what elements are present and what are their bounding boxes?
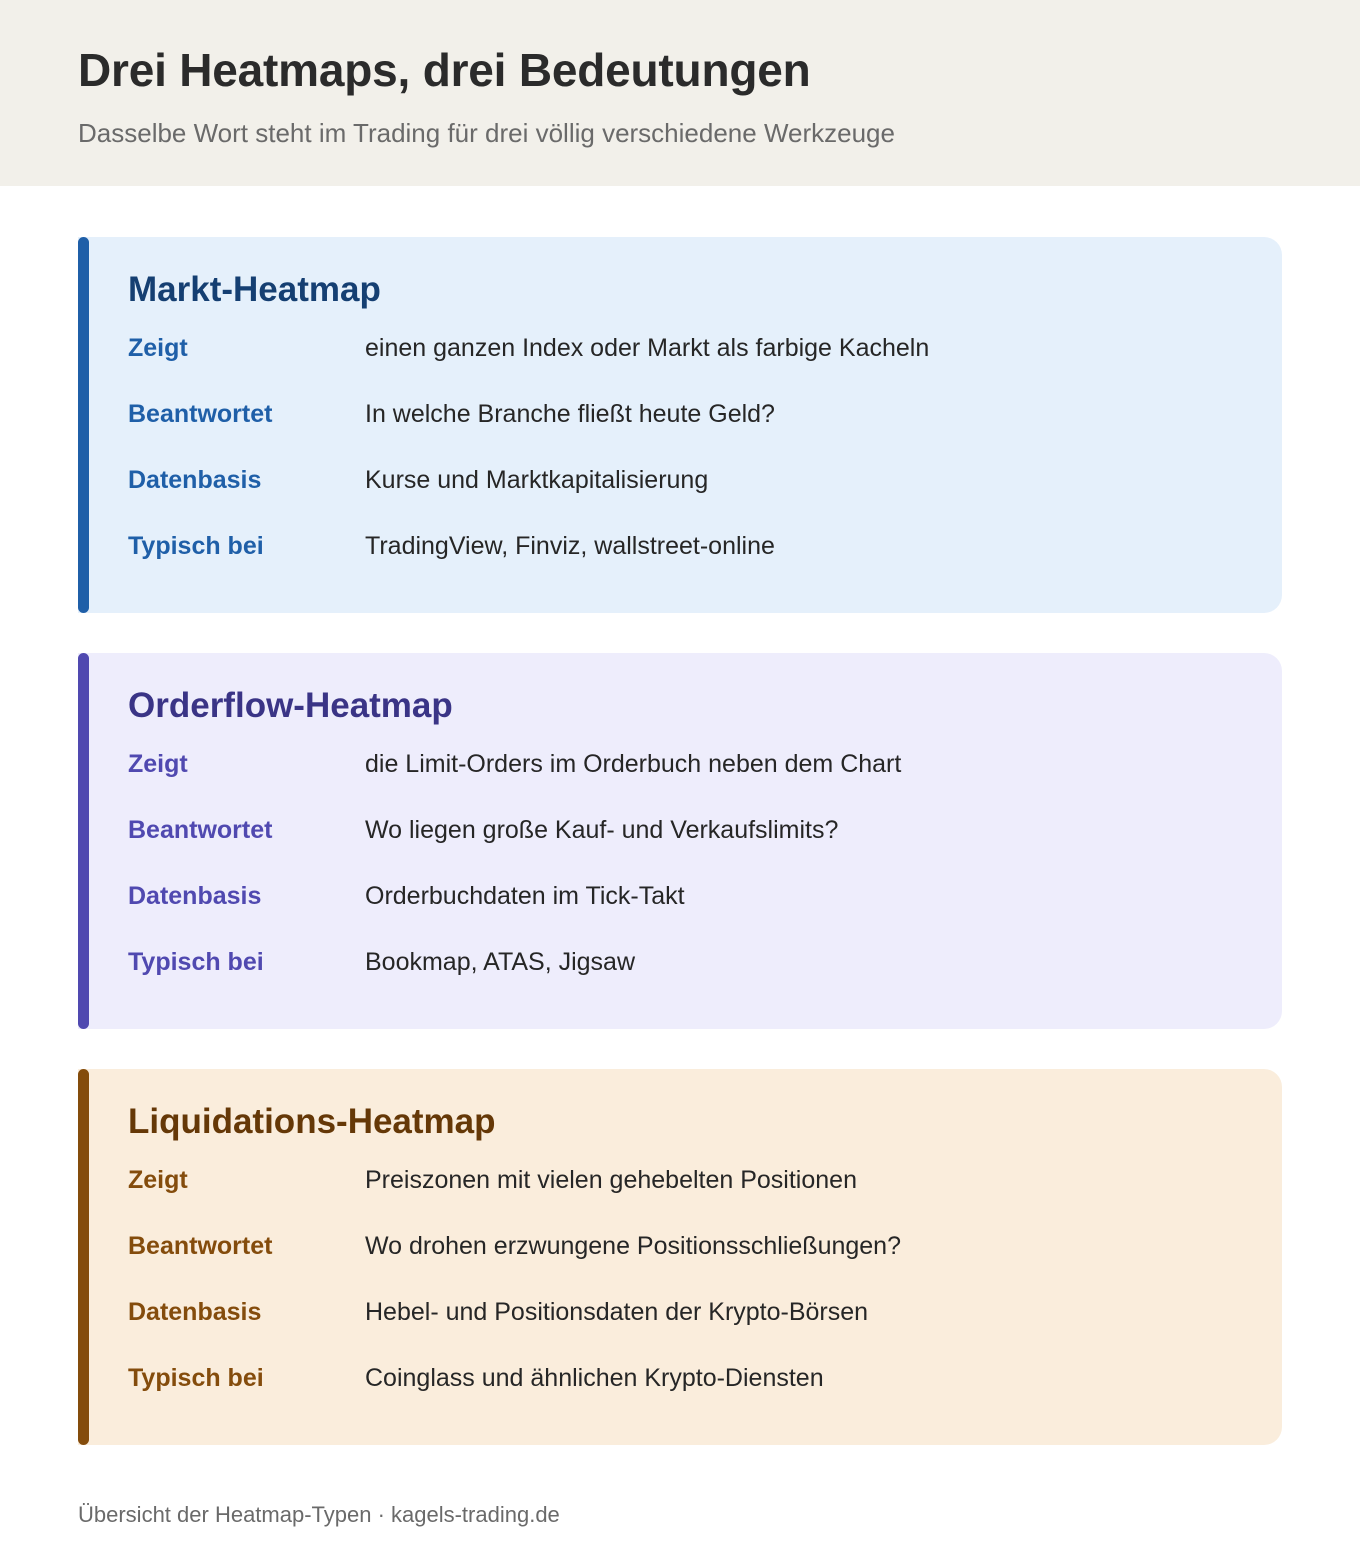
footer-note: Übersicht der Heatmap-Typen · kagels-trading.de	[78, 1502, 560, 1527]
row-value: Hebel- und Positionsdaten der Krypto-Börsen	[365, 1298, 869, 1326]
row-label: Datenbasis	[128, 882, 262, 910]
info-row	[128, 813, 1248, 847]
card-accent-bar	[78, 653, 89, 1029]
page-subtitle: Dasselbe Wort steht im Trading für drei völlig verschiedene Werkzeuge	[78, 118, 895, 148]
card-title: Orderflow-Heatmap	[128, 686, 453, 725]
info-row	[128, 1295, 1248, 1329]
row-value: einen ganzen Index oder Markt als farbige Kacheln	[365, 334, 930, 362]
row-value: die Limit-Orders im Orderbuch neben dem Chart	[365, 750, 902, 778]
row-label: Typisch bei	[128, 532, 264, 560]
row-label: Typisch bei	[128, 1364, 264, 1392]
info-row	[128, 1163, 1248, 1197]
info-row	[128, 397, 1248, 431]
row-value: Kurse und Marktkapitalisierung	[365, 466, 709, 494]
row-label: Typisch bei	[128, 948, 264, 976]
row-value: Bookmap, ATAS, Jigsaw	[365, 948, 636, 976]
row-label: Datenbasis	[128, 466, 262, 494]
row-value: Preiszonen mit vielen gehebelten Positionen	[365, 1166, 857, 1194]
page-title: Drei Heatmaps, drei Bedeutungen	[78, 44, 811, 96]
row-value: Orderbuchdaten im Tick-Takt	[365, 882, 685, 910]
info-row	[128, 463, 1248, 497]
row-label: Zeigt	[128, 1166, 188, 1194]
row-label: Beantwortet	[128, 400, 273, 428]
card-orderflow-heatmap	[78, 653, 1282, 1029]
page-header	[0, 0, 1360, 186]
row-label: Beantwortet	[128, 816, 273, 844]
row-label: Datenbasis	[128, 1298, 262, 1326]
row-value: Coinglass und ähnlichen Krypto-Diensten	[365, 1364, 824, 1392]
card-accent-bar	[78, 237, 89, 613]
card-markt-heatmap	[78, 237, 1282, 613]
info-row	[128, 879, 1248, 913]
row-value: Wo drohen erzwungene Positionsschließungen?	[365, 1232, 901, 1260]
card-accent-bar	[78, 1069, 89, 1445]
info-row	[128, 1229, 1248, 1263]
card-liquidations-heatmap	[78, 1069, 1282, 1445]
info-row	[128, 529, 1248, 563]
info-row	[128, 1361, 1248, 1395]
info-row	[128, 747, 1248, 781]
card-title: Liquidations-Heatmap	[128, 1102, 496, 1141]
row-label: Zeigt	[128, 750, 188, 778]
row-value: TradingView, Finviz, wallstreet-online	[365, 532, 775, 560]
row-label: Beantwortet	[128, 1232, 273, 1260]
row-value: In welche Branche fließt heute Geld?	[365, 400, 775, 428]
info-row	[128, 331, 1248, 365]
info-row	[128, 945, 1248, 979]
row-value: Wo liegen große Kauf- und Verkaufslimits?	[365, 816, 839, 844]
row-label: Zeigt	[128, 334, 188, 362]
card-title: Markt-Heatmap	[128, 270, 381, 309]
